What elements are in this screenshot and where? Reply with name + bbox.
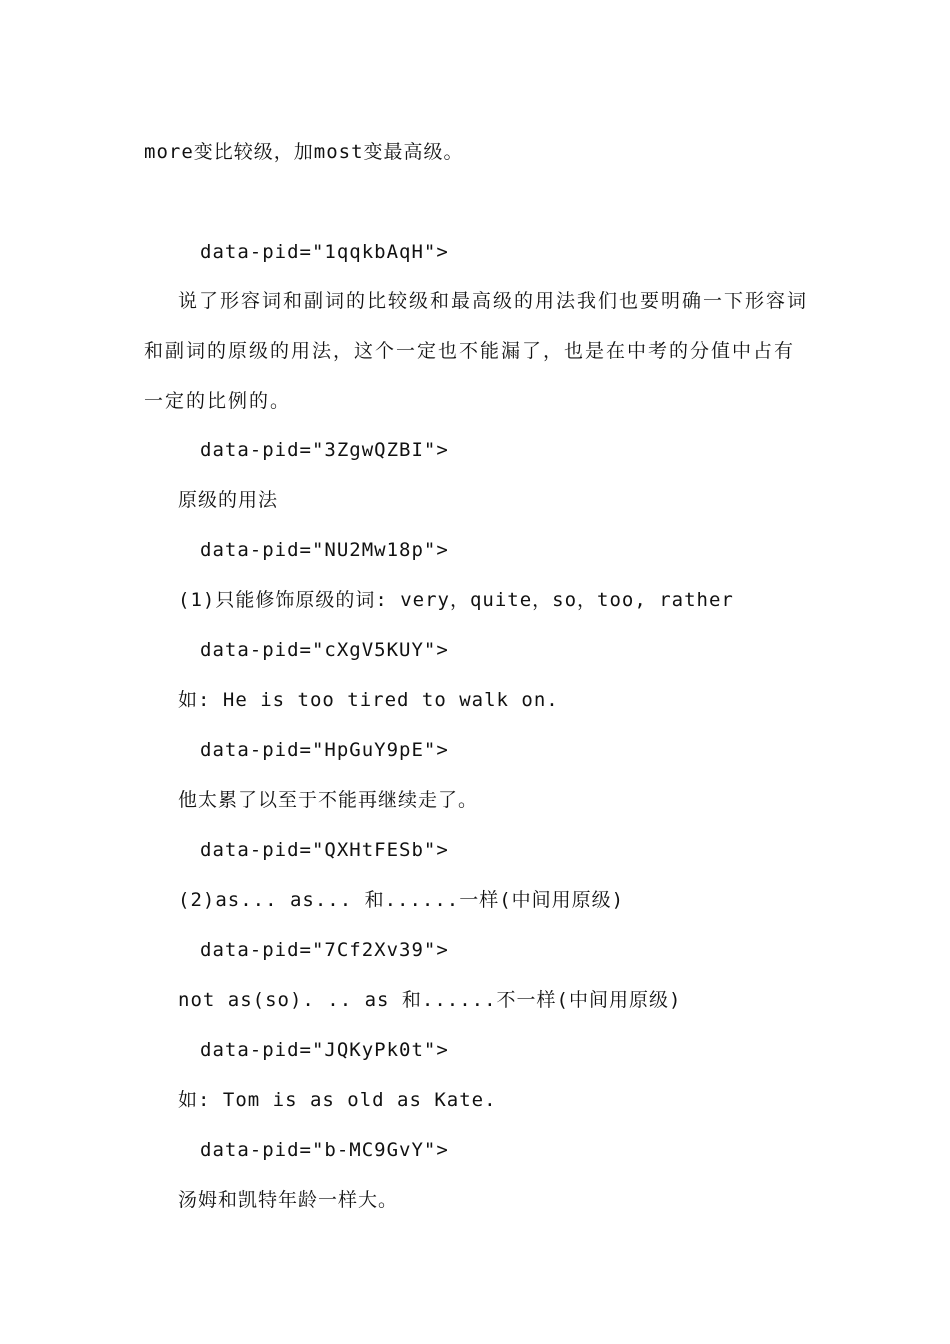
section-heading-positive-degree: 原级的用法 [178,489,279,511]
example-sentence-english: 如: He is too tired to walk on. [178,689,559,711]
text-line-comparative-rule: more变比较级，加most变最高级。 [144,141,464,163]
rule-not-as-as: not as(so). .. as 和......不一样(中间用原级) [178,989,682,1011]
pid-marker: data-pid="b-MC9GvY"> [200,1139,449,1161]
pid-marker: data-pid="1qqkbAqH"> [200,241,449,263]
paragraph-positive-degree-intro: 说了形容词和副词的比较级和最高级的用法我们也要明确一下形容词和副词的原级的用法，这个一定也不能漏了，也是在中考的分值中占有一定的比例的。 [144,290,809,412]
pid-marker: data-pid="QXHtFESb"> [200,839,449,861]
pid-marker: data-pid="cXgV5KUY"> [200,639,449,661]
pid-marker: data-pid="HpGuY9pE"> [200,739,449,761]
rule-2-as-as: (2)as... as... 和......一样(中间用原级) [178,889,625,911]
pid-marker: data-pid="7Cf2Xv39"> [200,939,449,961]
pid-marker: data-pid="JQKyPk0t"> [200,1039,449,1061]
example-translation: 他太累了以至于不能再继续走了。 [178,789,479,811]
rule-1-modifiers: (1)只能修饰原级的词: very，quite，so，too, rather [178,589,734,611]
pid-marker: data-pid="NU2Mw18p"> [200,539,449,561]
example-sentence-english: 如: Tom is as old as Kate. [178,1089,497,1111]
example-translation: 汤姆和凯特年龄一样大。 [178,1189,399,1211]
pid-marker: data-pid="3ZgwQZBI"> [200,439,449,461]
